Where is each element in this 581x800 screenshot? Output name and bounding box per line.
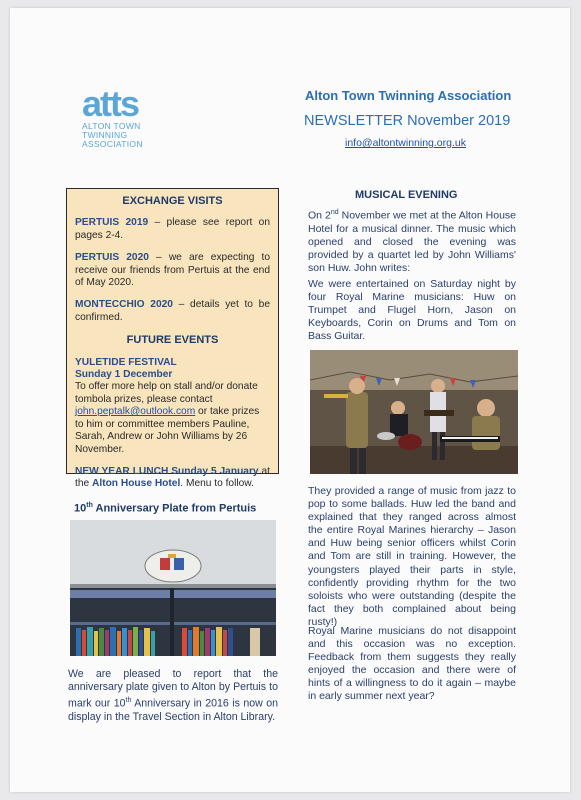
yuletide-label: YULETIDE FESTIVAL <box>75 356 177 368</box>
lunch-text-2: . Menu to follow. <box>180 478 254 490</box>
newsletter-page <box>10 8 570 792</box>
anniversary-heading: 10th Anniversary Plate from Pertuis <box>74 502 257 515</box>
lunch-text-1: at the <box>75 465 270 490</box>
events-box <box>66 188 279 490</box>
contact-email-link[interactable]: john.peptalk@outlook.com <box>75 406 196 418</box>
new-year-lunch-paragraph <box>75 466 270 491</box>
library-plate-photo <box>70 520 276 656</box>
exchange-visits-heading: EXCHANGE VISITS <box>122 195 223 207</box>
email-link[interactable]: info@altontwinning.org.uk <box>345 137 466 149</box>
atta-logo <box>82 83 156 164</box>
future-events-heading: FUTURE EVENTS <box>126 334 219 347</box>
lunch-venue: Alton House Hotel <box>92 478 181 490</box>
pertuis-2020-text: – we are expecting to receive our friends from Pertuis at the end of May 2020. <box>75 252 271 289</box>
musical-paragraph-3: They provided a range of music from jazz to pop to some ballads. Huw led the band and explained that they ranged across almost the entire Royal Marines hierarchy – Jason and Huw being senior officers whilst Corin and Tom are still in training. However, the youngsters played their parts in style, confidently providing rhythm for the two soloists who were outstanding (despite the fact they both complained about being rusty!) <box>308 485 516 628</box>
logo-line-3: ASSOCIATION <box>82 139 143 149</box>
yuletide-text-1: To offer more help on stall and/or donate tombola prizes, please contact <box>75 381 258 405</box>
montecchio-text: – details yet to be confirmed. <box>75 299 271 323</box>
logo-line-1: ALTON TOWN <box>82 121 141 131</box>
musical-paragraph-2: We were entertained on Saturday night by four Royal Marine musicians: Huw on Trumpet and Flugel Horn, Jason on Keyboards, Corin on Drums and Tom on Bass Guitar. <box>308 278 516 343</box>
pertuis-2019-label: PERTUIS 2019 <box>75 217 149 229</box>
association-title: Alton Town Twinning Association <box>305 88 512 103</box>
musical-paragraph-1: On 2nd November we met at the Alton House Hotel for a musical dinner. The music which opened and closed the evening was provided by a quartet led by John Williams' son Huw. John writes: <box>308 209 516 274</box>
yuletide-text-2: or take prizes to him or committee members Pauline, Sarah, Andrew or John Williams by 26 November. <box>75 406 260 455</box>
logo-line-2: TWINNING <box>82 130 128 140</box>
pertuis-2019-text: – please see report on pages 2-4. <box>75 217 270 241</box>
montecchio-paragraph <box>75 299 270 324</box>
musical-evening-heading: MUSICAL EVENING <box>355 189 458 201</box>
band-photo <box>310 350 518 474</box>
band-photo-illustration <box>310 350 518 474</box>
logo-mark: atts <box>82 83 139 124</box>
yuletide-date: Sunday 1 December <box>75 369 173 381</box>
pertuis-2020-paragraph <box>75 252 270 289</box>
anniversary-text: We are pleased to report that the anniversary plate given to Alton by Pertuis to mark our 10th Anniversary in 2016 is now on display in the Travel Section in Alton Library. <box>68 668 278 723</box>
lunch-label: NEW YEAR LUNCH Sunday 5 January <box>75 465 259 477</box>
musical-paragraph-4: Royal Marine musicians do not disappoint and this occasion was no exception. Feedback from them suggests they really enjoyed the occasion and there were of hints of a willingness to do it again – maybe in early summer next year? <box>308 625 516 703</box>
newsletter-title: NEWSLETTER November 2019 <box>304 113 511 129</box>
pertuis-2019-paragraph <box>75 217 270 242</box>
library-photo-illustration <box>70 520 276 656</box>
montecchio-label: MONTECCHIO 2020 <box>75 299 173 311</box>
yuletide-paragraph <box>75 357 270 456</box>
pertuis-2020-label: PERTUIS 2020 <box>75 252 149 264</box>
